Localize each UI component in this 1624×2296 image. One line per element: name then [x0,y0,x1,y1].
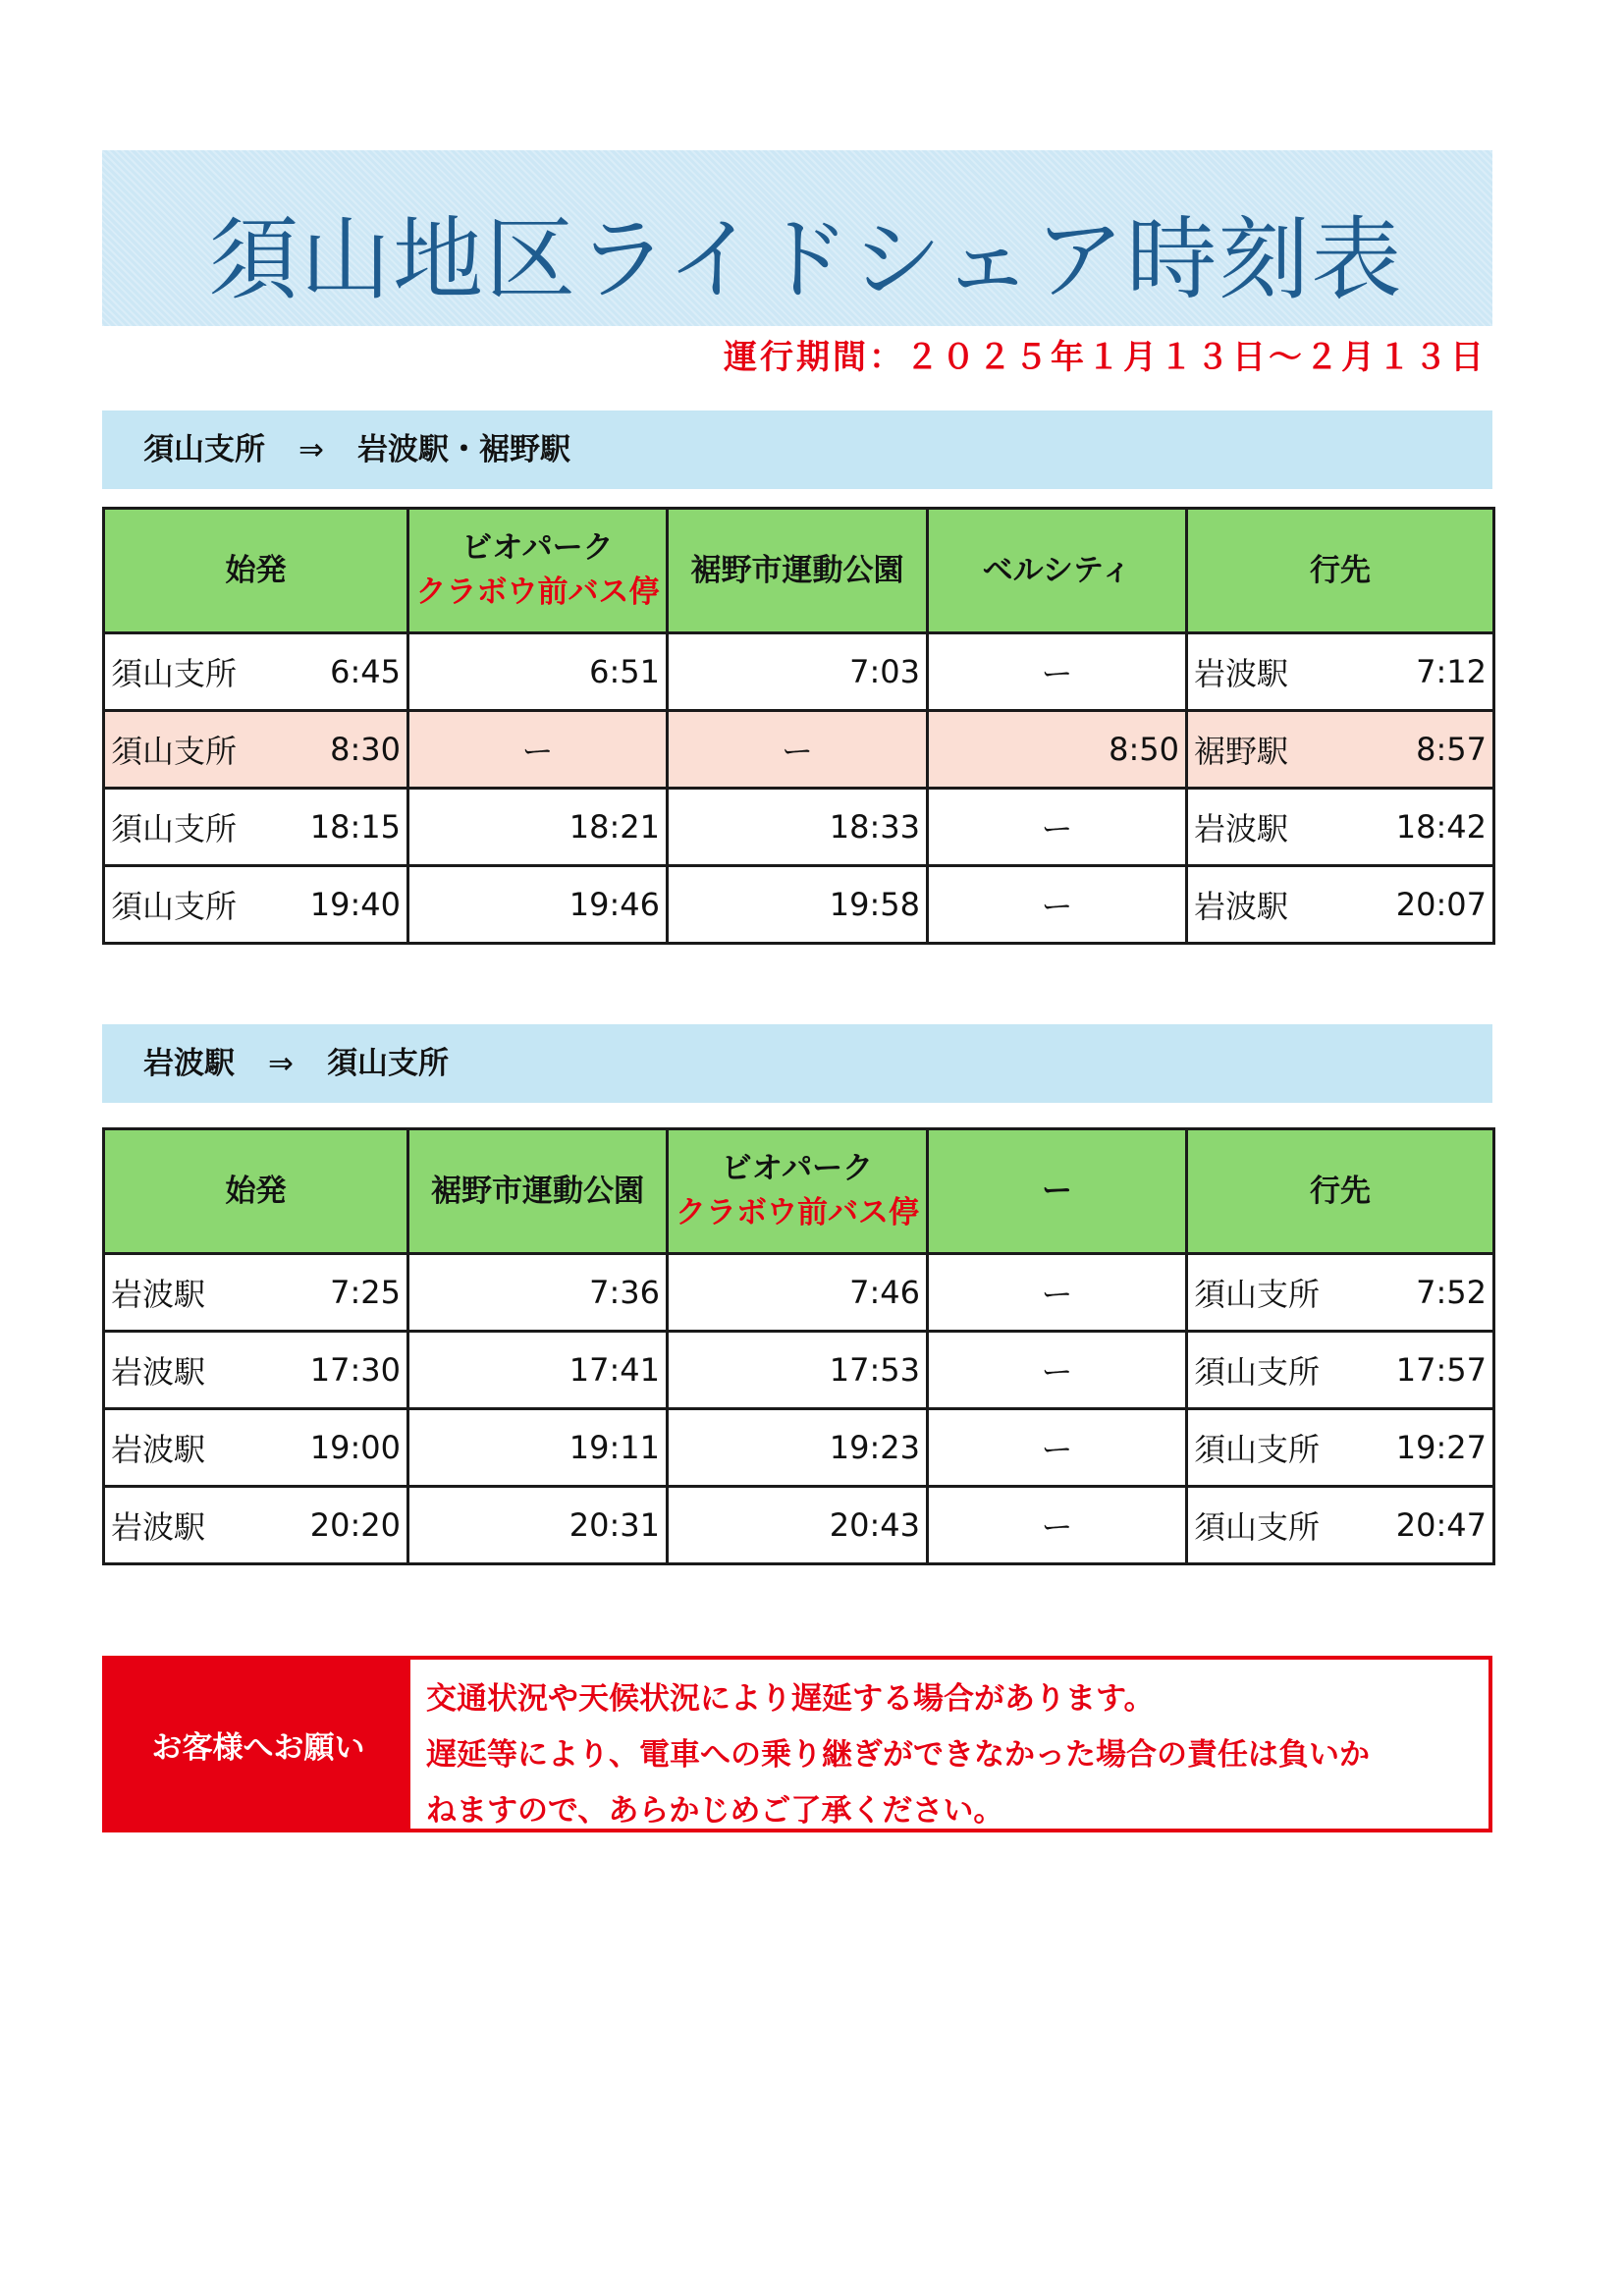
table-row [104,633,1494,711]
header-stop-3: 裾野市運動公園 [668,509,928,633]
header-destination: 行先 [1187,1129,1494,1254]
time-cell: 17:41 [408,1332,668,1409]
timetable-outbound [102,507,1495,945]
table-row [104,1254,1494,1332]
time-cell: ー [928,1409,1187,1487]
header-stop-2: ビオパーク クラボウ前バス停 [408,509,668,633]
title-banner [102,150,1492,326]
time-cell: ー [928,1332,1187,1409]
time-cell: 6:51 [408,633,668,711]
table-row [104,1332,1494,1409]
time-cell: 20:43 [668,1487,928,1564]
timetable-return [102,1127,1495,1565]
section-header-outbound [102,410,1492,489]
start-cell: 須山支所 8:30 [104,711,408,789]
notice-label: お客様へお願い [106,1660,410,1829]
header-stop-3: ビオパーク クラボウ前バス停 [668,1129,928,1254]
time-cell: ー [668,711,928,789]
table-header-row [104,1129,1494,1254]
header-start: 始発 [104,1129,408,1254]
route-arrow: ⇒ [268,1046,294,1081]
start-cell: 岩波駅 19:00 [104,1409,408,1487]
header-start: 始発 [104,509,408,633]
time-cell: ー [928,866,1187,944]
table-row [104,1409,1494,1487]
start-cell: 須山支所 18:15 [104,789,408,866]
route-from: 岩波駅 [143,1046,235,1081]
time-cell: 19:23 [668,1409,928,1487]
start-cell: 岩波駅 7:25 [104,1254,408,1332]
route-from: 須山支所 [143,432,265,467]
time-cell: ー [408,711,668,789]
time-cell: ー [928,1254,1187,1332]
destination-cell: 裾野駅 8:57 [1187,711,1494,789]
time-cell: 7:03 [668,633,928,711]
section-header-return [102,1024,1492,1103]
header-destination: 行先 [1187,509,1494,633]
notice-box [102,1656,1492,1832]
time-cell: 19:11 [408,1409,668,1487]
page-title: 須山地区ライドシェア時刻表 [208,207,1404,312]
start-cell: 岩波駅 17:30 [104,1332,408,1409]
destination-cell: 須山支所 7:52 [1187,1254,1494,1332]
time-cell: 7:36 [408,1254,668,1332]
time-cell: 20:31 [408,1487,668,1564]
destination-cell: 岩波駅 20:07 [1187,866,1494,944]
route-to: 岩波駅・裾野駅 [356,432,570,467]
notice-line: 遅延等により、電車への乗り継ぎができなかった場合の責任は負いか [426,1737,1370,1773]
time-cell: 17:53 [668,1332,928,1409]
time-cell: ー [928,1487,1187,1564]
time-cell: 8:50 [928,711,1187,789]
table-row [104,789,1494,866]
table-row-highlighted [104,711,1494,789]
start-cell: 岩波駅 20:20 [104,1487,408,1564]
header-stop-2: 裾野市運動公園 [408,1129,668,1254]
time-cell: 7:46 [668,1254,928,1332]
header-stop-4: ベルシティ [928,509,1187,633]
table-row [104,866,1494,944]
destination-cell: 須山支所 17:57 [1187,1332,1494,1409]
destination-cell: 岩波駅 18:42 [1187,789,1494,866]
destination-cell: 須山支所 20:47 [1187,1487,1494,1564]
table-header-row [104,509,1494,633]
header-stop-4: ー [928,1129,1187,1254]
start-cell: 須山支所 19:40 [104,866,408,944]
time-cell: ー [928,633,1187,711]
time-cell: 18:33 [668,789,928,866]
notice-body [410,1660,1489,1829]
table-row [104,1487,1494,1564]
time-cell: 19:46 [408,866,668,944]
operation-period: 運行期間：２０２５年１月１３日～２月１３日 [724,338,1487,377]
notice-line: 交通状況や天候状況により遅延する場合があります。 [426,1681,1155,1717]
time-cell: 19:58 [668,866,928,944]
time-cell: 18:21 [408,789,668,866]
route-to: 須山支所 [326,1046,449,1081]
destination-cell: 岩波駅 7:12 [1187,633,1494,711]
time-cell: ー [928,789,1187,866]
route-arrow: ⇒ [298,432,324,467]
start-cell: 須山支所 6:45 [104,633,408,711]
notice-line: ねますので、あらかじめご了承ください。 [426,1793,1004,1829]
destination-cell: 須山支所 19:27 [1187,1409,1494,1487]
